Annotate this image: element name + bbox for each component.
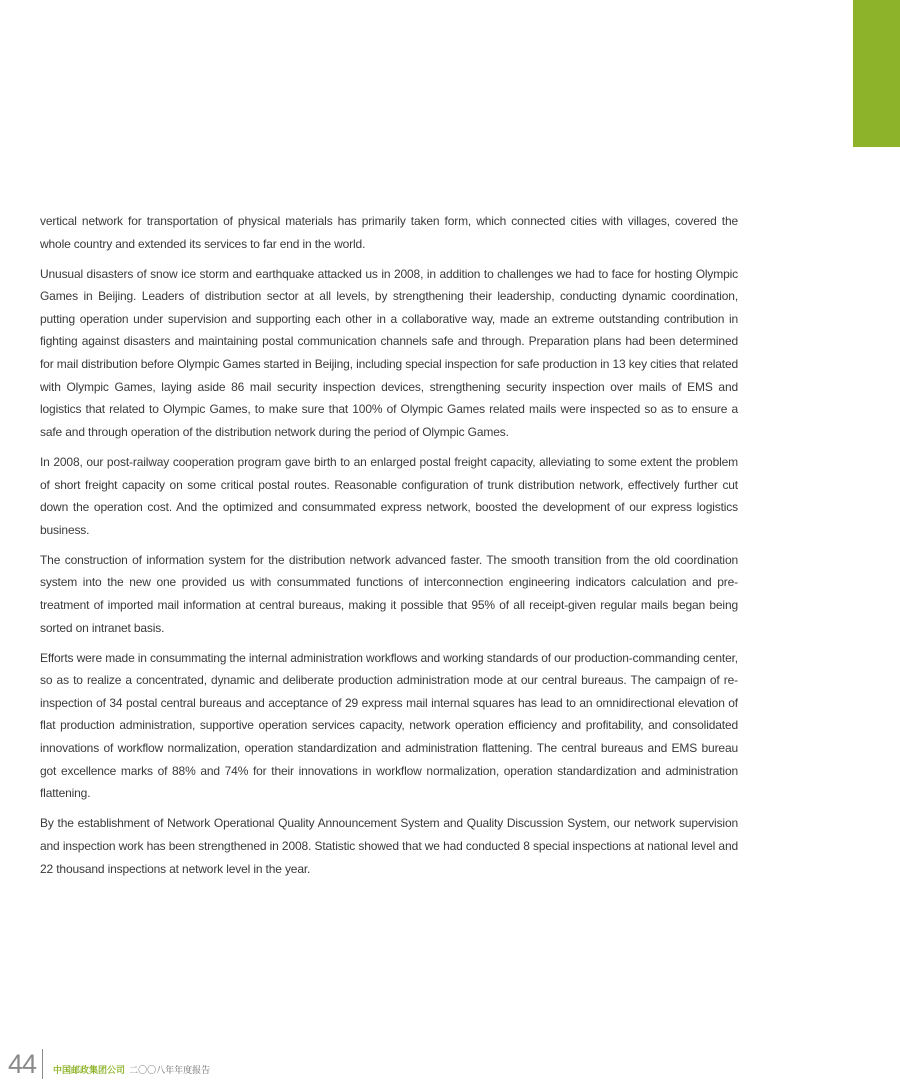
paragraph: By the establishment of Network Operational Quality Announcement System and Quality Discussion System, our network supervision and inspection work has been strengthened in 2008. Statistic showed that we had conducted 8 special inspections at national level and 22 thousand inspections at network level in the year.: [40, 816, 738, 876]
body-text: [40, 210, 738, 888]
paragraph: Efforts were made in consummating the internal administration workflows and working standards of our production-commanding center, so as to realize a concentrated, dynamic and deliberate production administration mode at our central bureaus. The campaign of re-inspection of 34 postal central bureaus and acceptance of 29 express mail internal squares has lead to an omnidirectional elevation of flat production administration, supportive operation services capacity, network operation efficiency and profitability, and consolidated innovations of workflow normalization, operation standardization and administration flattening. The central bureaus and EMS bureau got excellence marks of 88% and 74% for their innovations in workflow normalization, operation standardization and administration flattening.: [40, 650, 738, 801]
paragraph: The construction of information system for the distribution network advanced faster. The smooth transition from the old coordination system into the new one provided us with consummated functions of interconnection engineering indicators calculation and pre-treatment of imported mail information at central bureaus, making it possible that 95% of all receipt-given regular mails began being sorted on intranet basis.: [40, 552, 738, 635]
paragraph: vertical network for transportation of physical materials has primarily taken form, which connected cities with villages, covered the whole country and extended its services to far end in the world.: [40, 214, 738, 251]
paragraph: Unusual disasters of snow ice storm and earthquake attacked us in 2008, in addition to challenges we had to face for hosting Olympic Games in Beijing. Leaders of distribution sector at all levels, by strengthening their leadership, conducting dynamic coordination, putting operation under supervision and supporting each other in a collaborative way, made an extreme outstanding contribution in fighting against disasters and maintaining postal communication channels safe and through. Preparation plans had been determined for mail distribution before Olympic Games started in Beijing, including special inspection for safe production in 13 key cities that related with Olympic Games, laying aside 86 mail security inspection devices, strengthening security inspection over mails of EMS and logistics that related to Olympic Games, to make sure that 100% of Olympic Games related mails were inspected so as to ensure a safe and through operation of the distribution network during the period of Olympic Games.: [40, 266, 738, 439]
report-title: 二〇〇八年年度报告: [129, 1065, 211, 1075]
organization-name: 中国邮政集团公司: [53, 1065, 126, 1075]
footer-divider: [42, 1049, 43, 1079]
page-footer: [8, 1049, 210, 1079]
page-number: 44: [8, 1049, 37, 1079]
section-color-tab: [853, 0, 900, 147]
paragraph: In 2008, our post-railway cooperation program gave birth to an enlarged postal freight capacity, alleviating to some extent the problem of short freight capacity on some critical postal routes. Reasonable configuration of trunk distribution network, effectively further cut down the operation cost. And the optimized and consummated express network, boosted the development of our express logistics business.: [40, 454, 738, 537]
